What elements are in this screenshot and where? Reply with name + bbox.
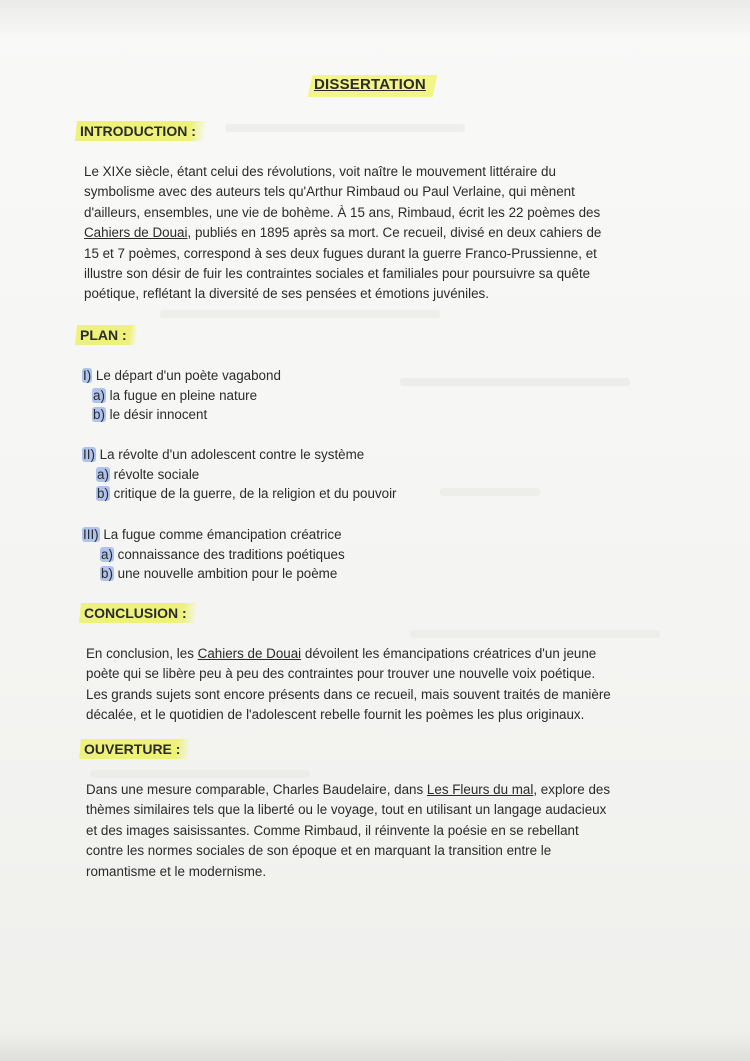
letter-marker: a) <box>93 387 105 403</box>
roman-numeral-marker: I) <box>83 368 92 383</box>
plan-part-3 <box>82 525 345 584</box>
work-title-cahiers-de-douai: Cahiers de Douai <box>84 225 188 241</box>
ouverture-line: contre les normes sociales de son époque et en marquant la transition entre le <box>86 843 552 859</box>
work-title-les-fleurs-du-mal: Les Fleurs du mal <box>426 782 534 797</box>
intro-line: 15 et 7 poèmes, correspond à ses deux fugues durant la guerre Franco-Prussienne, et <box>84 245 597 261</box>
intro-line <box>84 223 684 243</box>
letter-marker: b) <box>93 407 105 423</box>
plan-part-title-text: La révolte d'un adolescent contre le système <box>99 447 365 462</box>
plan-item <box>82 386 281 406</box>
intro-line-rest: publiés en 1895 après sa mort. Ce recueil, divisé en deux cahiers de <box>194 225 602 241</box>
conclusion-line: poète qui se libère peu à peu des contraintes pour trouver une nouvelle voix poétique. <box>86 666 596 682</box>
letter-marker: a) <box>97 466 109 482</box>
plan-part-title-text: Le départ d'un poète vagabond <box>95 368 281 383</box>
letter-marker: b) <box>97 486 109 502</box>
plan-item <box>82 405 281 425</box>
ouverture-line: romantisme et le modernisme. <box>86 863 267 879</box>
plan-part-title <box>82 445 397 465</box>
intro-line: Le XIXe siècle, étant celui des révolutions, voit naître le mouvement littéraire du <box>84 164 556 179</box>
letter-marker: b) <box>101 566 113 582</box>
conclusion-line <box>86 644 686 664</box>
plan-item <box>82 484 397 504</box>
scan-shadow-top <box>0 0 750 40</box>
conclusion-line: décalée, et le quotidien de l'adolescent rebelle fournit les poèmes les plus originaux. <box>86 707 585 723</box>
bleed-through-mark <box>410 630 660 638</box>
page-title: DISSERTATION <box>314 76 426 93</box>
ouverture-line: et des images saisissantes. Comme Rimbaud, il réinvente la poésie en se rebellant <box>86 822 579 838</box>
plan-item-text: le désir innocent <box>109 407 208 423</box>
plan-item-text: la fugue en pleine nature <box>109 387 258 403</box>
ouverture-label-text: OUVERTURE : <box>84 741 181 757</box>
work-title-comma: , <box>187 225 192 241</box>
plan-item-text: une nouvelle ambition pour le poème <box>117 566 338 582</box>
work-title-cahiers-de-douai: Cahiers de Douai <box>197 646 302 661</box>
conclusion-paragraph <box>86 644 686 726</box>
introduction-paragraph <box>84 162 684 305</box>
introduction-label-text: INTRODUCTION : <box>80 123 196 139</box>
ouverture-line <box>86 780 686 800</box>
conclusion-label-text: CONCLUSION : <box>84 605 187 621</box>
plan-item-text: révolte sociale <box>113 466 200 482</box>
plan-label <box>75 325 138 345</box>
conclusion-line1-prefix: En conclusion, les <box>86 646 194 661</box>
bleed-through-mark <box>160 310 440 318</box>
plan-item <box>82 545 345 565</box>
plan-item <box>82 465 397 485</box>
bleed-through-mark <box>225 124 465 132</box>
ouverture-label <box>79 739 192 759</box>
bleed-through-mark <box>400 378 630 386</box>
intro-line: poétique, reflétant la diversité de ses pensées et émotions juvéniles. <box>84 286 489 302</box>
ouverture-line: thèmes similaires tels que la liberté ou le voyage, tout en utilisant un langage audacieux <box>86 802 607 818</box>
intro-line: symbolisme avec des auteurs tels qu'Arthur Rimbaud ou Paul Verlaine, qui mènent <box>84 184 575 200</box>
plan-item-text: critique de la guerre, de la religion et du pouvoir <box>113 486 397 502</box>
letter-marker: a) <box>101 546 113 562</box>
conclusion-line: Les grands sujets sont encore présents dans ce recueil, mais souvent traités de manière <box>86 686 611 702</box>
bleed-through-mark <box>90 770 310 778</box>
intro-line: d'ailleurs, ensembles, une vie de bohème. À 15 ans, Rimbaud, écrit les 22 poèmes des <box>84 204 601 220</box>
plan-part-title-text: La fugue comme émancipation créatrice <box>103 527 342 542</box>
plan-part-1 <box>82 366 281 425</box>
ouverture-line1-suffix: , explore des <box>533 782 611 797</box>
ouverture-line1-prefix: Dans une mesure comparable, Charles Baudelaire, dans <box>86 782 424 797</box>
introduction-label <box>75 121 207 141</box>
conclusion-label <box>79 603 198 623</box>
bleed-through-mark <box>440 488 540 496</box>
intro-line: illustre son désir de fuir les contraintes sociales et familiales pour poursuivre sa quête <box>84 266 591 282</box>
plan-part-title <box>82 366 281 386</box>
plan-part-2 <box>82 445 397 504</box>
plan-label-text: PLAN : <box>80 327 127 343</box>
roman-numeral-marker: II) <box>83 447 95 462</box>
conclusion-line1-suffix: dévoilent les émancipations créatrices d'un jeune <box>304 646 597 661</box>
plan-item-text: connaissance des traditions poétiques <box>117 546 345 562</box>
scan-shadow-bottom <box>0 1031 750 1061</box>
roman-numeral-marker: III) <box>83 527 99 542</box>
ouverture-paragraph <box>86 780 686 882</box>
plan-part-title <box>82 525 345 545</box>
plan-item <box>82 564 345 584</box>
